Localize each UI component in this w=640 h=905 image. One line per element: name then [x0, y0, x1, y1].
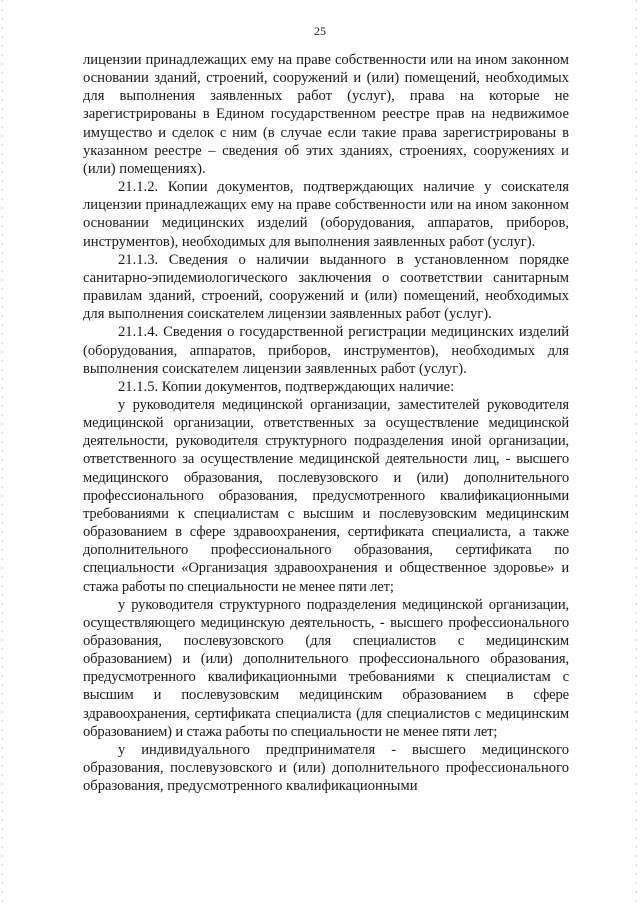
page-number: 25	[314, 24, 326, 38]
paragraph-21-1-5: 21.1.5. Копии документов, подтверждающих наличие:	[118, 378, 455, 395]
paragraph-continuation: лицензии принадлежащих ему на праве собственности или на ином законном основании зданий, строений, сооружений и (или) помещений, необходимых для выполнения заявленных работ (услуг), права на которые не зарегистрированы в Едином государственном реестре прав на недвижимое имущество и сделок с ним (в случае если такие права зарегистрированы в указанном реестре – сведения об этих зданиях, строениях, сооружениях и (или) помещениях).	[83, 52, 569, 177]
paragraph-organization-head-requirements: у руководителя медицинской организации, заместителей руководителя медицинской организации, ответственных за осуществление медицинской деятельности, руководителя структурного подразделения иной организации, ответственного за осуществление медицинской деятельности лиц, - высшего медицинского образования, послевузовского и (или) дополнительного профессионального образования, предусмотренного квалификационными требованиями к специалистам с высшим и послевузовским медицинским образованием в сфере здравоохранения, сертификата специалиста, а также дополнительного профессионального образования, сертификата по специальности «Организация здравоохранения и общественное здоровье» и стажа работы по специальности не менее пяти лет;	[83, 396, 569, 595]
paragraph-21-1-4: 21.1.4. Сведения о государственной регистрации медицинских изделий (оборудования, аппаратов, приборов, инструментов), необходимых для выполнения соискателем лицензии заявленных работ (услуг).	[83, 324, 569, 377]
scan-edge-left	[2, 0, 3, 905]
paragraph-entrepreneur-requirements: у индивидуального предпринимателя - высшего медицинского образования, послевузовского и (или) дополнительного профессионального образования, предусмотренного квалификационными	[83, 741, 569, 795]
document-body	[83, 51, 569, 795]
scan-edge-right	[636, 0, 637, 905]
paragraph-21-1-3: 21.1.3. Сведения о наличии выданного в установленном порядке санитарно-эпидемиологического заключения о соответствии санитарным правилам зданий, строений, сооружений и (или) помещений, необходимых для выполнения соискателем лицензии заявленных работ (услуг).	[83, 251, 569, 323]
paragraph-21-1-2: 21.1.2. Копии документов, подтверждающих наличие у соискателя лицензии принадлежащих ему на праве собственности или на ином законном основании медицинских изделий (оборудования, аппаратов, приборов, инструментов), необходимых для выполнения заявленных работ (услуг).	[83, 179, 569, 250]
paragraph-department-head-requirements: у руководителя структурного подразделения медицинской организации, осуществляющего медицинскую деятельность, - высшего профессионального образования, послевузовского (для специалистов с медицинским образованием) и (или) дополнительного профессионального образования, предусмотренного квалификационными требованиями к специалистам с высшим и послевузовским медицинским образованием в сфере здравоохранения, сертификата специалиста (для специалистов с медицинским образованием) и стажа работы по специальности не менее пяти лет;	[83, 596, 569, 740]
